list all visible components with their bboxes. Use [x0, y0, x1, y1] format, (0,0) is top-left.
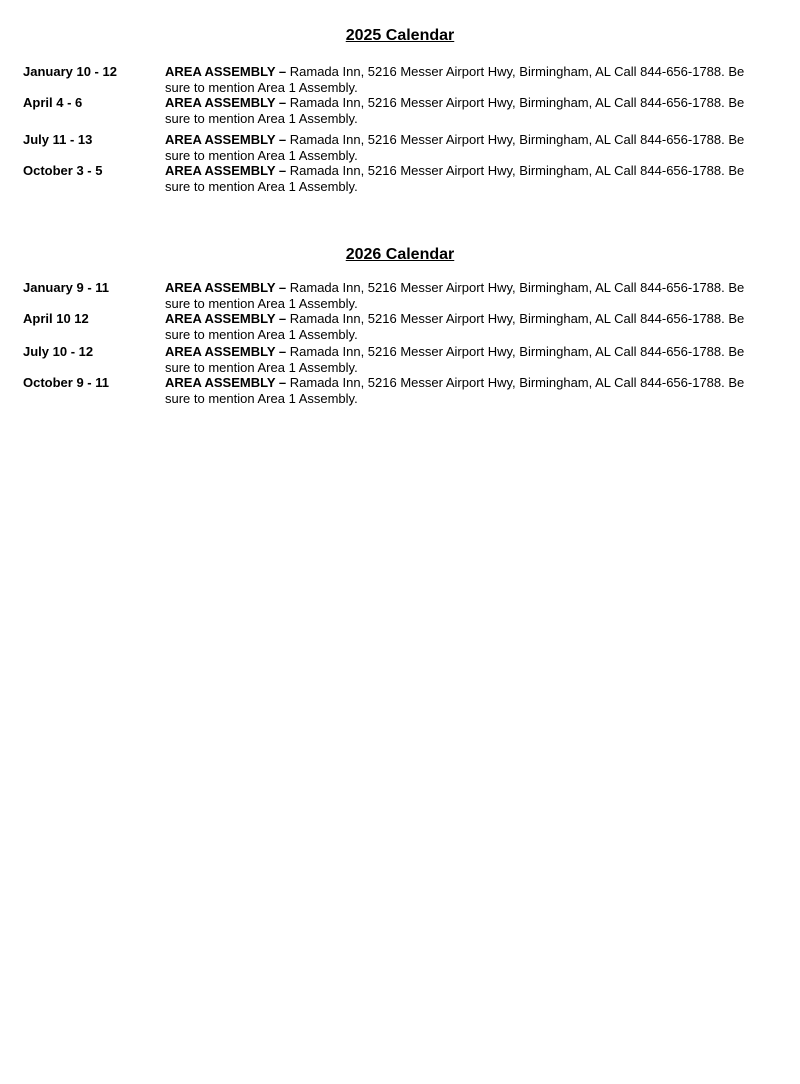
event-label: AREA ASSEMBLY – [165, 280, 287, 295]
event-description [165, 64, 771, 95]
event-label: AREA ASSEMBLY – [165, 95, 287, 110]
event-label: AREA ASSEMBLY – [165, 64, 287, 79]
calendar-2025-section [0, 26, 800, 46]
event-date: April 4 - 6 [23, 95, 83, 110]
event-label: AREA ASSEMBLY – [165, 344, 287, 359]
event-description [165, 163, 771, 194]
calendar-2026-title: 2026 Calendar [345, 246, 455, 263]
event-label: AREA ASSEMBLY – [165, 375, 287, 390]
event-description [165, 280, 771, 311]
event-date: July 11 - 13 [23, 132, 93, 147]
event-details: Ramada Inn, 5216 Messer Airport Hwy, Birmingham, AL Call 844-656-1788. Be sure to mention Area 1 Assembly. [165, 280, 745, 311]
event-date: October 9 - 11 [23, 375, 109, 390]
event-details: Ramada Inn, 5216 Messer Airport Hwy, Birmingham, AL Call 844-656-1788. Be sure to mention Area 1 Assembly. [165, 344, 745, 375]
event-details: Ramada Inn, 5216 Messer Airport Hwy, Birmingham, AL Call 844-656-1788. Be sure to mention Area 1 Assembly. [165, 64, 745, 95]
event-details: Ramada Inn, 5216 Messer Airport Hwy, Birmingham, AL Call 844-656-1788. Be sure to mention Area 1 Assembly. [165, 132, 745, 163]
event-details: Ramada Inn, 5216 Messer Airport Hwy, Birmingham, AL Call 844-656-1788. Be sure to mention Area 1 Assembly. [165, 163, 745, 194]
event-description [165, 95, 771, 126]
event-date: April 10 12 [23, 311, 89, 326]
event-date: January 9 - 11 [23, 280, 109, 295]
event-description [165, 311, 771, 342]
event-description [165, 132, 771, 163]
event-date: January 10 - 12 [23, 64, 117, 79]
event-details: Ramada Inn, 5216 Messer Airport Hwy, Birmingham, AL Call 844-656-1788. Be sure to mention Area 1 Assembly. [165, 311, 745, 342]
event-label: AREA ASSEMBLY – [165, 311, 287, 326]
event-label: AREA ASSEMBLY – [165, 132, 287, 147]
calendar-2025-title: 2025 Calendar [345, 27, 455, 44]
event-date: July 10 - 12 [23, 344, 94, 359]
event-details: Ramada Inn, 5216 Messer Airport Hwy, Birmingham, AL Call 844-656-1788. Be sure to mention Area 1 Assembly. [165, 375, 745, 406]
event-details: Ramada Inn, 5216 Messer Airport Hwy, Birmingham, AL Call 844-656-1788. Be sure to mention Area 1 Assembly. [165, 95, 745, 126]
event-label: AREA ASSEMBLY – [165, 163, 287, 178]
event-description [165, 344, 771, 375]
event-description [165, 375, 771, 406]
calendar-2026-section [0, 245, 800, 265]
event-date: October 3 - 5 [23, 163, 103, 178]
